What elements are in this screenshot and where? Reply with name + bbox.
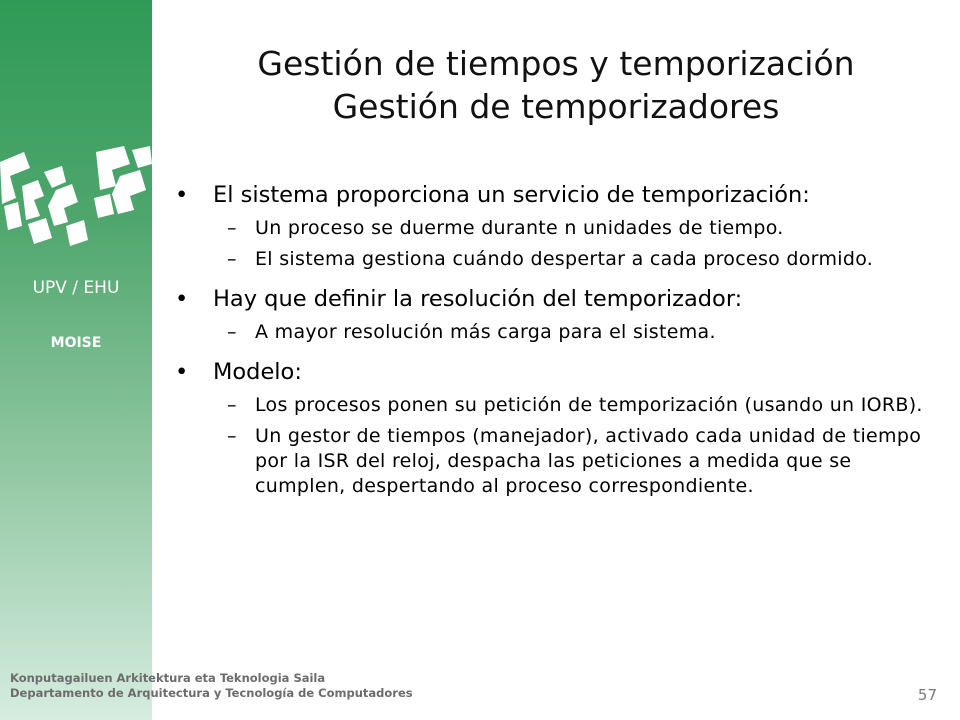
- slide-title: [152, 42, 960, 128]
- bullet-marker: •: [175, 286, 189, 312]
- bullet-item: [175, 357, 935, 387]
- footer-line-1: Konputagailuen Arkitektura eta Teknologia Saila: [10, 671, 326, 685]
- sub-bullet-item: [175, 247, 935, 272]
- bullet-marker: •: [175, 182, 189, 208]
- page-number: 57: [917, 686, 937, 704]
- bullet-text: El sistema proporciona un servicio de temporización:: [213, 182, 810, 208]
- bullet-text: Modelo:: [213, 359, 302, 385]
- sub-bullet-item: [175, 320, 935, 345]
- sub-bullet-text: Un proceso se duerme durante n unidades de tiempo.: [255, 217, 784, 239]
- course-label: MOISE: [50, 335, 102, 351]
- title-line-1: Gestión de tiempos y temporización: [257, 44, 855, 83]
- upv-ehu-logo-icon: [0, 146, 152, 266]
- dash-marker: –: [227, 425, 237, 447]
- slide-content: [175, 180, 935, 499]
- bullet-item: [175, 180, 935, 210]
- bullet-text: Hay que definir la resolución del temporizador:: [213, 286, 743, 312]
- sub-bullet-text: A mayor resolución más carga para el sistema.: [255, 321, 716, 343]
- sub-bullet-item: [175, 393, 935, 418]
- footer: [10, 671, 413, 701]
- bullet-item: [175, 284, 935, 314]
- title-line-2: Gestión de temporizadores: [332, 87, 780, 126]
- sidebar: [0, 0, 152, 720]
- dash-marker: –: [227, 248, 237, 270]
- footer-line-2: Departamento de Arquitectura y Tecnología de Computadores: [10, 686, 413, 700]
- sub-bullet-text: El sistema gestiona cuándo despertar a cada proceso dormido.: [255, 248, 874, 270]
- sub-bullet-item: [175, 424, 935, 499]
- dash-marker: –: [227, 321, 237, 343]
- bullet-marker: •: [175, 359, 189, 385]
- dash-marker: –: [227, 394, 237, 416]
- dash-marker: –: [227, 217, 237, 239]
- sub-bullet-text: Un gestor de tiempos (manejador), activado cada unidad de tiempo por la ISR del reloj, despacha las peticiones a medida que se cumplen, despertando al proceso correspondiente.: [255, 425, 922, 497]
- sub-bullet-item: [175, 216, 935, 241]
- sub-bullet-text: Los procesos ponen su petición de temporización (usando un IORB).: [255, 394, 923, 416]
- university-label: UPV / EHU: [32, 278, 120, 298]
